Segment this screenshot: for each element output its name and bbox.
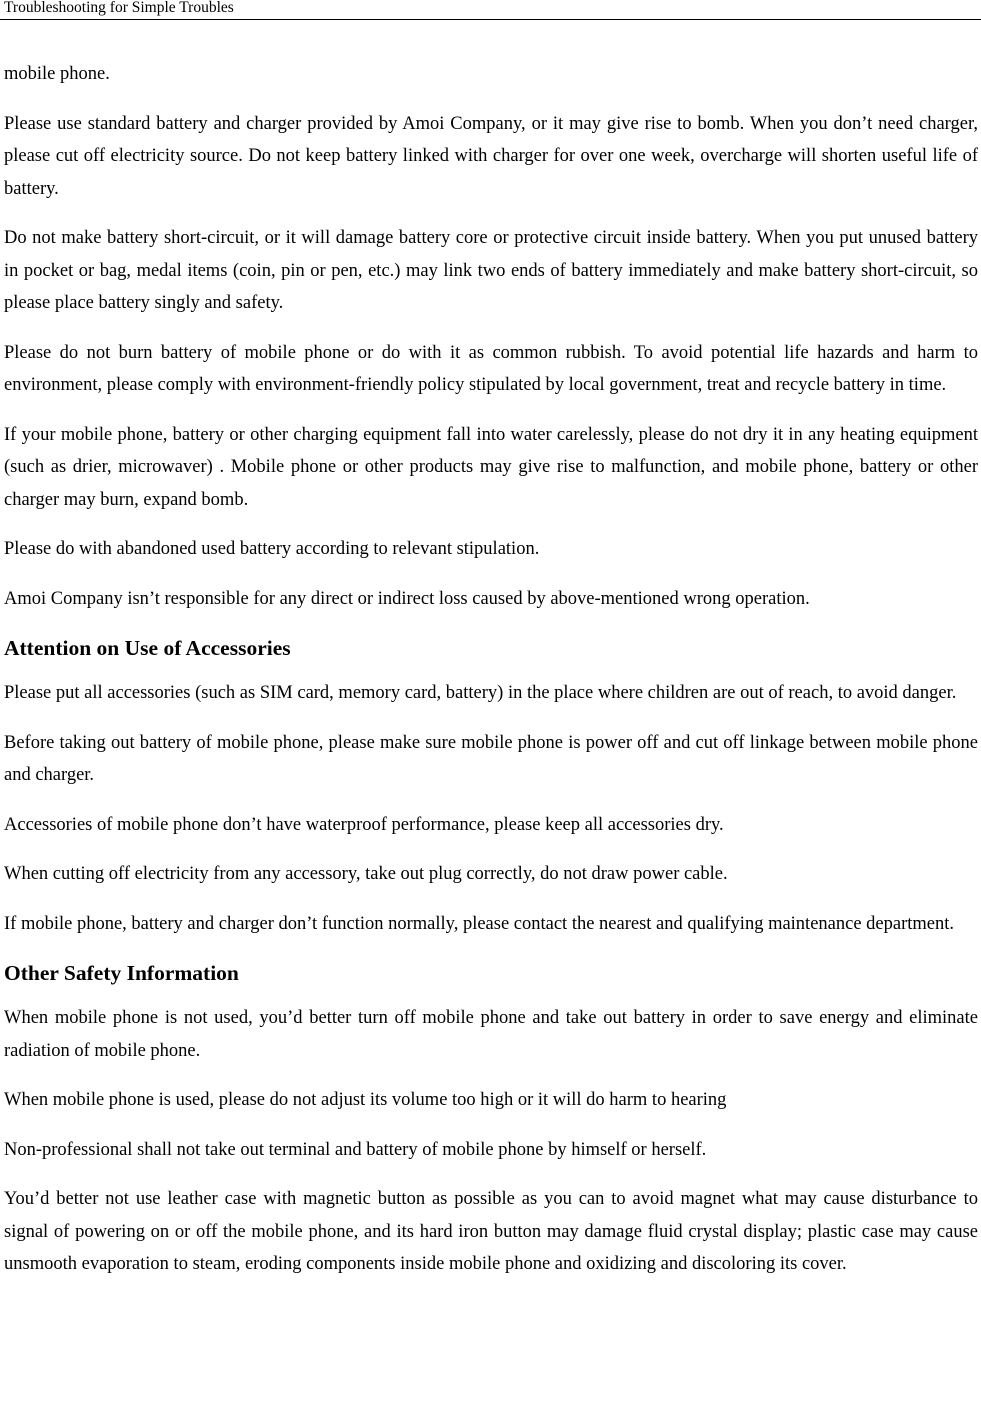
paragraph-burn-battery: Please do not burn battery of mobile phone or do with it as common rubbish. To avoid potential life hazards and harm to environment, please comply with environment-friendly policy stipulated by local government, treat and recycle battery in time. bbox=[4, 342, 978, 395]
paragraph-responsibility: Amoi Company isn’t responsible for any direct or indirect loss caused by above-mentioned wrong operation. bbox=[4, 588, 810, 609]
header-title: Troubleshooting for Simple Troubles bbox=[4, 0, 234, 16]
paragraph-standard-battery: Please use standard battery and charger provided by Amoi Company, or it may give rise to bomb. When you don’t need charger, please cut off electricity source. Do not keep battery linked with charger for over one week, overcharge will shorten useful life of battery. bbox=[4, 113, 978, 199]
paragraph-leather-case: You’d better not use leather case with magnetic button as possible as you can to avoid magnet what may cause disturbance to signal of powering on or off the mobile phone, and its hard iron button may damage fluid crystal display; plastic case may cause unsmooth evaporation to steam, eroding components inside mobile phone and oxidizing and discoloring its cover. bbox=[4, 1189, 978, 1274]
paragraph-power-off: Before taking out battery of mobile phone, please make sure mobile phone is power off and cut off linkage between mobile phone and charger. bbox=[4, 732, 978, 785]
paragraph-short-circuit: Do not make battery short-circuit, or it will damage battery core or protective circuit inside battery. When you put unused battery in pocket or bag, medal items (coin, pin or pen, etc.) may link two ends of battery immediately and make battery short-circuit, so please place battery singly and safety. bbox=[4, 228, 978, 313]
heading-other-safety: Other Safety Information bbox=[4, 961, 239, 985]
document-body bbox=[4, 58, 978, 1298]
heading-accessories: Attention on Use of Accessories bbox=[4, 636, 291, 660]
paragraph-continuation: mobile phone. bbox=[4, 64, 110, 84]
paragraph-non-professional: Non-professional shall not take out terminal and battery of mobile phone by himself or herself. bbox=[4, 1139, 707, 1160]
paragraph-waterproof: Accessories of mobile phone don’t have waterproof performance, please keep all accessories dry. bbox=[4, 814, 724, 835]
paragraph-save-energy: When mobile phone is not used, you’d better turn off mobile phone and take out battery in order to save energy and eliminate radiation of mobile phone. bbox=[4, 1008, 978, 1061]
paragraph-abandoned-battery: Please do with abandoned used battery according to relevant stipulation. bbox=[4, 539, 540, 559]
page-header bbox=[0, 0, 981, 20]
paragraph-maintenance: If mobile phone, battery and charger don’t function normally, please contact the nearest and qualifying maintenance department. bbox=[4, 913, 955, 934]
paragraph-volume: When mobile phone is used, please do not adjust its volume too high or it will do harm to hearing bbox=[4, 1090, 727, 1110]
paragraph-children: Please put all accessories (such as SIM card, memory card, battery) in the place where children are out of reach, to avoid danger. bbox=[4, 683, 957, 703]
paragraph-water: If your mobile phone, battery or other charging equipment fall into water carelessly, please do not dry it in any heating equipment (such as drier, microwaver) . Mobile phone or other products may give rise to malfunction, and mobile phone, battery or other charger may burn, expand bomb. bbox=[4, 424, 978, 510]
paragraph-plug: When cutting off electricity from any accessory, take out plug correctly, do not draw power cable. bbox=[4, 864, 728, 884]
